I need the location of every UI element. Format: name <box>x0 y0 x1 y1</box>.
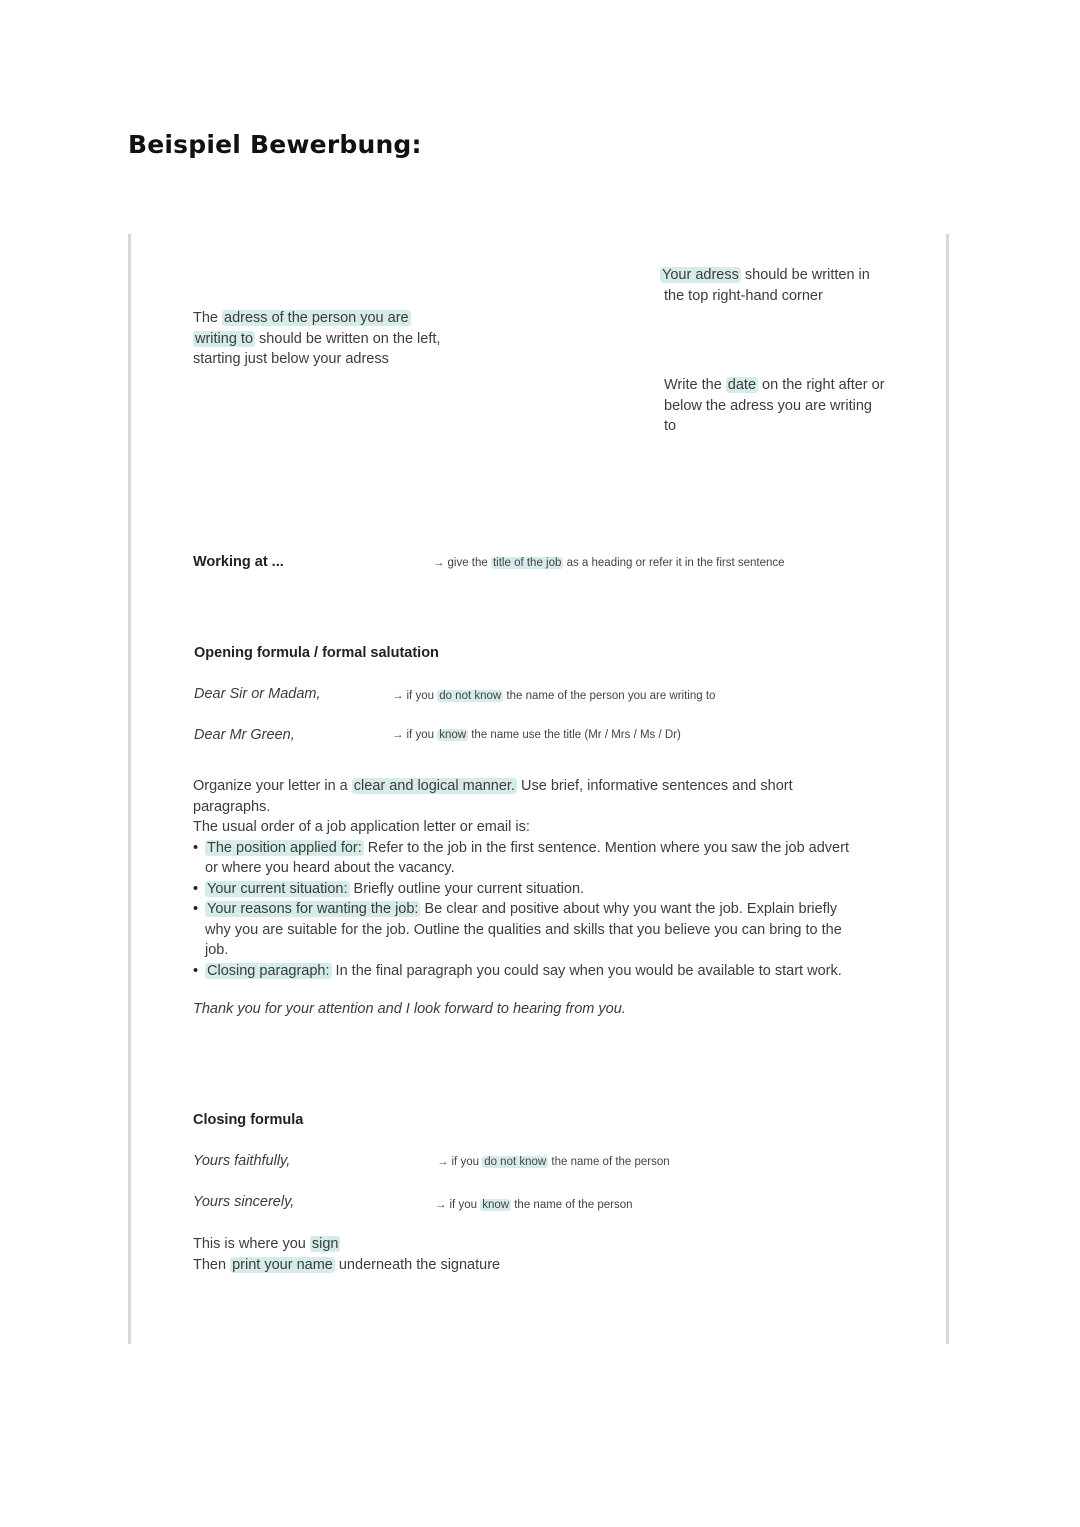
list-item: • The position applied for: Refer to the job in the first sentence. Mention where you saw the job advert or where you heard about the vacancy. <box>193 838 893 879</box>
highlight: Your reasons for wanting the job: <box>207 901 419 917</box>
highlight: Your adress <box>662 267 739 283</box>
letter-frame-right-border <box>946 234 949 1344</box>
closing-option-2: Yours sincerely, <box>193 1194 295 1210</box>
arrow-right-icon: → <box>435 1199 447 1211</box>
salutation-option-1: Dear Sir or Madam, <box>194 686 321 702</box>
highlight: date <box>727 377 757 393</box>
list-item: • Your current situation: Briefly outline your current situation. <box>193 879 893 900</box>
highlight: The position applied for: <box>207 839 362 856</box>
closing-option-2-note: → if you know the name of the person <box>435 1199 633 1211</box>
list-item: • Your reasons for wanting the job: Be clear and positive about why you want the job. Explain briefly why you are suitable for the job. Outline the qualities and skills that you believe you can bring to the job. <box>193 899 893 961</box>
job-heading-label: Working at ... <box>193 554 284 570</box>
letter-body-guidance: Organize your letter in a clear and logical manner. Use brief, informative sentences and short paragraphs. The usual order of a job application letter or email is: • The position applied for: Refer to the job in the first sentence. Mention where you saw the job advert or where you heard about the vacancy. • Your current situation: Briefly outline your current situation. • Your reasons for wanting the job: Be clear and positive about why you want the job. Explain briefly why you are suitable for the job. Outline the qualities and skills that you believe you can bring to the job. • Closing paragraph: In the final paragraph you could say when you would be available to start work. <box>193 776 893 981</box>
letter-frame-left-border <box>128 234 131 1344</box>
signature-note: This is where you sign Then print your name underneath the signature <box>193 1236 501 1273</box>
sender-address-note: Your adress should be written in the top right-hand corner <box>662 267 870 304</box>
highlight: clear and logical manner. <box>353 778 515 794</box>
salutation-option-2-note: → if you know the name use the title (Mr / Mrs / Ms / Dr) <box>392 729 681 741</box>
highlight: title of the job <box>492 557 562 569</box>
closing-option-1-note: → if you do not know the name of the person <box>437 1156 670 1168</box>
date-note: Write the date on the right after or below the adress you are writing to <box>664 377 885 434</box>
highlight: know <box>482 1199 510 1211</box>
highlight: writing to <box>195 330 254 347</box>
arrow-right-icon: → <box>392 690 404 702</box>
page-title: Beispiel Bewerbung: <box>128 130 422 159</box>
highlight: do not know <box>484 1156 547 1168</box>
arrow-right-icon: → <box>433 557 445 569</box>
job-heading-note: → give the title of the job as a heading or refer it in the first sentence <box>433 557 785 569</box>
closing-formula-heading: Closing formula <box>193 1112 304 1128</box>
list-item: • Closing paragraph: In the final paragraph you could say when you would be available to start work. <box>193 961 893 982</box>
salutation-option-2: Dear Mr Green, <box>194 727 295 743</box>
recipient-address-note: The adress of the person you are writing to should be written on the left, starting just below your adress <box>193 310 441 367</box>
opening-formula-heading: Opening formula / formal salutation <box>194 645 439 661</box>
arrow-right-icon: → <box>392 729 404 741</box>
closing-option-1: Yours faithfully, <box>193 1153 291 1169</box>
arrow-right-icon: → <box>437 1156 449 1168</box>
highlight: Your current situation: <box>207 880 348 897</box>
highlight: print your name <box>232 1256 333 1273</box>
highlight: know <box>439 729 467 741</box>
closing-sentence: Thank you for your attention and I look forward to hearing from you. <box>193 1001 626 1017</box>
highlight: sign <box>311 1236 339 1252</box>
highlight: adress of the person you are <box>224 310 409 326</box>
highlight: Closing paragraph: <box>207 962 330 979</box>
salutation-option-1-note: → if you do not know the name of the person you are writing to <box>392 690 716 702</box>
highlight: do not know <box>439 690 502 702</box>
